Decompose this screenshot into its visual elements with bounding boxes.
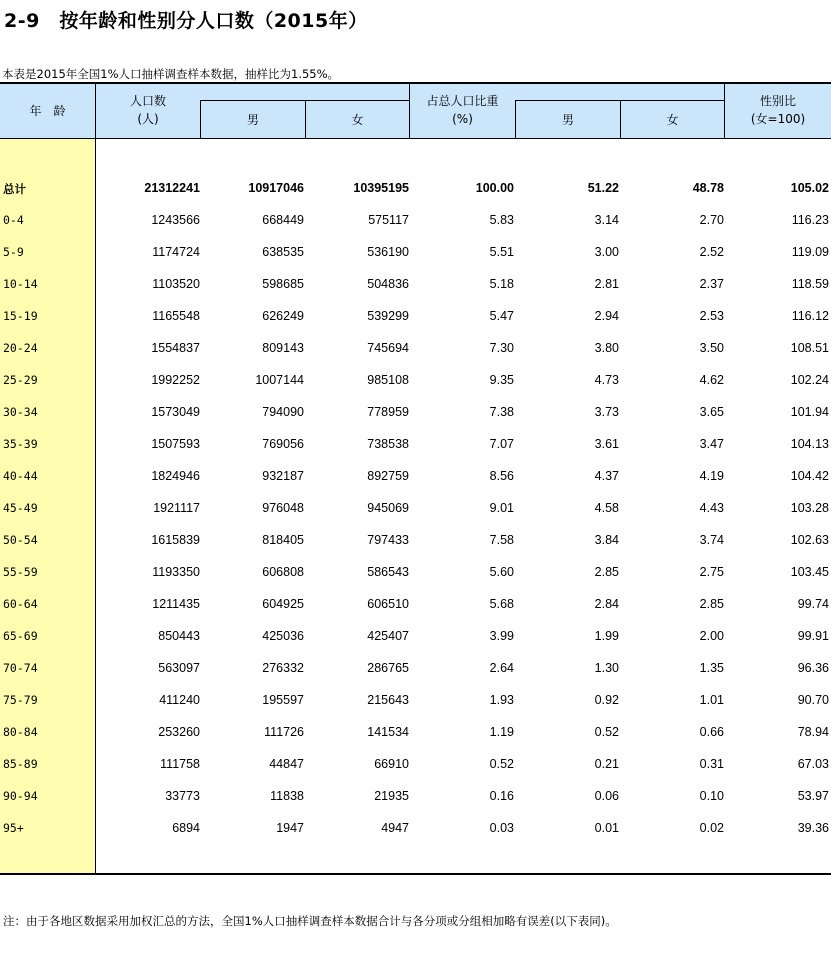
female-cell: 738538 [367, 437, 409, 451]
header-female: 女 [351, 113, 364, 127]
pct-cell: 0.03 [489, 821, 514, 835]
total-cell: 1165548 [152, 309, 200, 323]
pct-male-cell: 51.22 [587, 181, 619, 195]
ratio-cell: 108.51 [790, 341, 829, 355]
total-cell: 21312241 [144, 181, 200, 195]
pct-female-cell: 3.47 [699, 437, 724, 451]
age-group-cell: 50-54 [3, 533, 38, 547]
male-cell: 604925 [262, 597, 304, 611]
pct-female-cell: 2.53 [699, 309, 724, 323]
pct-male-cell: 0.92 [594, 693, 619, 707]
pct-male-cell: 0.06 [594, 789, 619, 803]
pct-male-cell: 3.61 [594, 437, 619, 451]
pct-cell: 0.16 [489, 789, 514, 803]
pct-female-cell: 1.35 [699, 661, 724, 675]
pct-female-cell: 3.50 [699, 341, 724, 355]
ratio-cell: 103.28 [790, 501, 829, 515]
male-cell: 794090 [262, 405, 304, 419]
table-row [0, 748, 831, 780]
age-group-cell: 75-79 [3, 693, 38, 707]
female-cell: 892759 [367, 469, 409, 483]
male-cell: 11838 [270, 789, 304, 803]
table-row [0, 684, 831, 716]
ratio-cell: 102.24 [790, 373, 829, 387]
male-cell: 606808 [262, 565, 304, 579]
pct-male-cell: 0.21 [594, 757, 619, 771]
pct-female-cell: 0.66 [699, 725, 724, 739]
pct-female-cell: 2.75 [699, 565, 724, 579]
ratio-cell: 104.13 [790, 437, 829, 451]
total-cell: 1211435 [152, 597, 200, 611]
table-row [0, 716, 831, 748]
age-group-cell: 95+ [3, 821, 24, 835]
pct-female-cell: 0.31 [699, 757, 724, 771]
header-share-female: 女 [666, 113, 679, 127]
pct-male-cell: 4.58 [594, 501, 619, 515]
pct-cell: 5.47 [489, 309, 514, 323]
total-cell: 1921117 [153, 501, 200, 515]
pct-female-cell: 2.85 [699, 597, 724, 611]
table-row [0, 396, 831, 428]
age-group-cell: 10-14 [3, 277, 38, 291]
pct-female-cell: 0.10 [699, 789, 724, 803]
table-row [0, 364, 831, 396]
total-cell: 1243566 [151, 213, 200, 227]
female-cell: 606510 [367, 597, 409, 611]
male-cell: 44847 [269, 757, 304, 771]
pct-cell: 2.64 [489, 661, 514, 675]
table-row [0, 780, 831, 812]
ratio-cell: 39.36 [797, 821, 829, 835]
pct-male-cell: 3.14 [594, 213, 619, 227]
pct-male-cell: 1.99 [594, 629, 619, 643]
table-row-total [0, 172, 831, 204]
pct-female-cell: 3.65 [699, 405, 724, 419]
age-group-cell: 0-4 [3, 213, 24, 227]
pct-cell: 5.18 [489, 277, 514, 291]
pct-male-cell: 3.84 [594, 533, 619, 547]
male-cell: 626249 [262, 309, 304, 323]
pct-female-cell: 4.19 [699, 469, 724, 483]
pct-cell: 5.83 [489, 213, 514, 227]
female-cell: 425407 [367, 629, 409, 643]
female-cell: 539299 [367, 309, 409, 323]
ratio-cell: 90.70 [797, 693, 829, 707]
pct-cell: 3.99 [489, 629, 514, 643]
female-cell: 778959 [367, 405, 409, 419]
ratio-cell: 118.59 [791, 277, 829, 291]
pct-male-cell: 0.52 [594, 725, 619, 739]
male-cell: 976048 [262, 501, 304, 515]
pct-female-cell: 4.43 [699, 501, 724, 515]
header-divider [515, 100, 724, 101]
age-group-cell: 40-44 [3, 469, 38, 483]
female-cell: 215643 [367, 693, 409, 707]
female-cell: 575117 [368, 213, 409, 227]
table-row [0, 460, 831, 492]
total-cell: 111758 [160, 757, 200, 771]
age-group-cell: 5-9 [3, 245, 24, 259]
age-group-cell: 25-29 [3, 373, 38, 387]
table-row [0, 268, 831, 300]
ratio-cell: 101.94 [790, 405, 829, 419]
table-row [0, 652, 831, 684]
pct-male-cell: 2.94 [594, 309, 619, 323]
age-group-cell: 35-39 [3, 437, 38, 451]
header-sex-ratio: 性别比 [759, 94, 796, 108]
ratio-cell: 78.94 [797, 725, 829, 739]
pct-cell: 100.00 [475, 181, 514, 195]
ratio-cell: 116.12 [791, 309, 829, 323]
age-group-cell: 65-69 [3, 629, 38, 643]
table-subtitle: 本表是2015年全国1%人口抽样调查样本数据，抽样比为1.55%。 [2, 67, 340, 81]
total-cell: 1573049 [151, 405, 200, 419]
male-cell: 1007144 [255, 373, 304, 387]
ratio-cell: 119.09 [791, 245, 829, 259]
male-cell: 668449 [262, 213, 304, 227]
pct-cell: 5.68 [489, 597, 514, 611]
total-cell: 1103520 [152, 277, 200, 291]
pct-cell: 7.58 [489, 533, 514, 547]
male-cell: 425036 [262, 629, 304, 643]
male-cell: 818405 [262, 533, 304, 547]
pct-male-cell: 4.37 [594, 469, 619, 483]
pct-female-cell: 3.74 [699, 533, 724, 547]
male-cell: 276332 [262, 661, 304, 675]
pct-female-cell: 4.62 [699, 373, 724, 387]
female-cell: 504836 [367, 277, 409, 291]
total-cell: 1992252 [151, 373, 200, 387]
header-population-unit: (人) [137, 112, 159, 126]
age-group-cell: 20-24 [3, 341, 38, 355]
age-group-cell: 85-89 [3, 757, 38, 771]
pct-male-cell: 0.01 [594, 821, 619, 835]
pct-female-cell: 2.37 [699, 277, 724, 291]
pct-female-cell: 1.01 [699, 693, 724, 707]
female-cell: 10395195 [353, 181, 409, 195]
header-share-male: 男 [561, 113, 574, 127]
age-group-cell: 90-94 [3, 789, 38, 803]
pct-cell: 1.19 [489, 725, 514, 739]
female-cell: 797433 [367, 533, 409, 547]
table-row [0, 492, 831, 524]
age-group-cell: 15-19 [3, 309, 38, 323]
ratio-cell: 104.42 [790, 469, 829, 483]
female-cell: 536190 [367, 245, 409, 259]
male-cell: 195597 [262, 693, 304, 707]
pct-male-cell: 2.84 [594, 597, 619, 611]
header-male: 男 [246, 113, 259, 127]
table-row [0, 332, 831, 364]
table-row [0, 524, 831, 556]
male-cell: 932187 [262, 469, 304, 483]
table-row [0, 556, 831, 588]
male-cell: 638535 [262, 245, 304, 259]
male-cell: 10917046 [248, 181, 304, 195]
header-sex-ratio-unit: (女=100) [750, 112, 806, 126]
page-title: 2-9 按年龄和性别分人口数（2015年） [4, 10, 368, 32]
total-cell: 1193350 [152, 565, 200, 579]
pct-cell: 5.60 [489, 565, 514, 579]
pct-cell: 1.93 [489, 693, 514, 707]
pct-male-cell: 2.85 [594, 565, 619, 579]
male-cell: 598685 [262, 277, 304, 291]
female-cell: 945069 [367, 501, 409, 515]
pct-male-cell: 2.81 [594, 277, 619, 291]
total-cell: 6894 [172, 821, 200, 835]
total-cell: 253260 [158, 725, 200, 739]
pct-cell: 9.35 [489, 373, 514, 387]
table-row [0, 300, 831, 332]
total-cell: 1174724 [152, 245, 200, 259]
ratio-cell: 103.45 [790, 565, 829, 579]
ratio-cell: 99.74 [797, 597, 829, 611]
pct-male-cell: 3.73 [594, 405, 619, 419]
total-cell: 1615839 [151, 533, 200, 547]
pct-cell: 0.52 [489, 757, 514, 771]
table-row [0, 204, 831, 236]
table-row [0, 812, 831, 844]
pct-male-cell: 4.73 [594, 373, 619, 387]
ratio-cell: 53.97 [797, 789, 829, 803]
pct-female-cell: 2.00 [699, 629, 724, 643]
pct-male-cell: 3.00 [594, 245, 619, 259]
male-cell: 769056 [262, 437, 304, 451]
total-cell: 1507593 [151, 437, 200, 451]
pct-female-cell: 0.02 [699, 821, 724, 835]
pct-cell: 7.30 [489, 341, 514, 355]
female-cell: 985108 [367, 373, 409, 387]
header-population: 人口数 [129, 94, 166, 108]
male-cell: 111726 [264, 725, 304, 739]
ratio-cell: 96.36 [797, 661, 829, 675]
pct-cell: 7.07 [489, 437, 514, 451]
male-cell: 1947 [276, 821, 304, 835]
total-cell: 411240 [159, 693, 200, 707]
age-group-cell: 55-59 [3, 565, 38, 579]
pct-female-cell: 48.78 [692, 181, 724, 195]
age-group-cell: 70-74 [3, 661, 38, 675]
table-row [0, 428, 831, 460]
male-cell: 809143 [262, 341, 304, 355]
pct-male-cell: 3.80 [594, 341, 619, 355]
female-cell: 21935 [374, 789, 409, 803]
female-cell: 286765 [367, 661, 409, 675]
age-group-cell: 45-49 [3, 501, 38, 515]
table-bottom-rule [0, 873, 831, 875]
table-row [0, 588, 831, 620]
header-share-unit: (%) [452, 112, 473, 126]
pct-cell: 8.56 [489, 469, 514, 483]
total-cell: 1824946 [151, 469, 200, 483]
female-cell: 4947 [381, 821, 409, 835]
header-share: 占总人口比重 [426, 94, 499, 108]
pct-cell: 9.01 [489, 501, 514, 515]
ratio-cell: 116.23 [791, 213, 829, 227]
ratio-cell: 67.03 [797, 757, 829, 771]
ratio-cell: 99.91 [797, 629, 829, 643]
age-group-cell: 80-84 [3, 725, 38, 739]
pct-cell: 7.38 [489, 405, 514, 419]
footnote: 注：由于各地区数据采用加权汇总的方法，全国1%人口抽样调查样本数据合计与各分项或分组相加略有误差(以下表同)。 [3, 914, 617, 928]
female-cell: 141534 [367, 725, 409, 739]
age-group-cell: 60-64 [3, 597, 38, 611]
ratio-cell: 105.02 [790, 181, 829, 195]
female-cell: 745694 [367, 341, 409, 355]
pct-female-cell: 2.52 [699, 245, 724, 259]
pct-male-cell: 1.30 [594, 661, 619, 675]
total-cell: 1554837 [151, 341, 200, 355]
age-group-cell: 总计 [3, 182, 26, 196]
ratio-cell: 102.63 [790, 533, 829, 547]
total-cell: 33773 [165, 789, 200, 803]
age-group-cell: 30-34 [3, 405, 38, 419]
female-cell: 586543 [367, 565, 409, 579]
pct-female-cell: 2.70 [699, 213, 724, 227]
table-top-rule [0, 82, 831, 84]
female-cell: 66910 [374, 757, 409, 771]
header-rule [0, 138, 831, 139]
table-row [0, 620, 831, 652]
total-cell: 850443 [158, 629, 200, 643]
pct-cell: 5.51 [489, 245, 514, 259]
header-divider [200, 100, 409, 101]
table-row [0, 236, 831, 268]
header-age: 年 龄 [29, 104, 66, 118]
total-cell: 563097 [158, 661, 200, 675]
